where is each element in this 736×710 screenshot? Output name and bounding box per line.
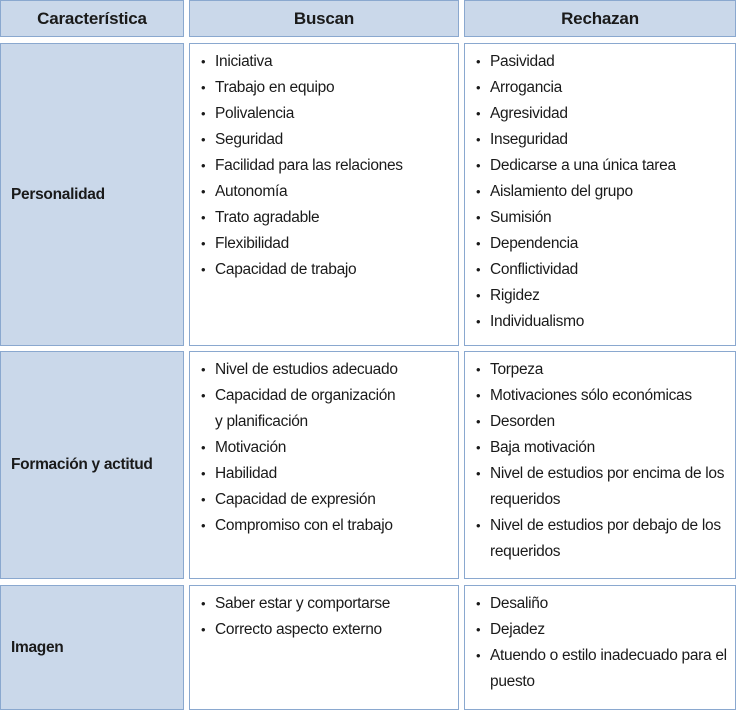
- bullet-icon: •: [476, 518, 481, 533]
- bullet-icon: •: [201, 362, 206, 377]
- list-item: • Flexibilidad: [190, 231, 458, 257]
- buscan-personalidad-list: [190, 44, 458, 283]
- buscan-formacion-list: [190, 352, 458, 539]
- rechazan-formacion-actitud: [464, 351, 736, 579]
- bullet-icon: •: [201, 158, 206, 173]
- list-item: • Inseguridad: [465, 127, 735, 153]
- bullet-icon: •: [476, 184, 481, 199]
- bullet-icon: •: [201, 492, 206, 507]
- list-item: • Correcto aspecto externo: [190, 617, 458, 643]
- bullet-icon: •: [201, 54, 206, 69]
- list-item: • Nivel de estudios por encima de los requeridos: [465, 461, 735, 513]
- bullet-icon: •: [201, 80, 206, 95]
- bullet-icon: •: [201, 388, 206, 403]
- list-item: • Facilidad para las relaciones: [190, 153, 458, 179]
- rechazan-personalidad-list: [465, 44, 735, 335]
- rechazan-personalidad: [464, 43, 736, 346]
- bullet-icon: •: [476, 54, 481, 69]
- list-item: • Polivalencia: [190, 101, 458, 127]
- bullet-icon: •: [201, 596, 206, 611]
- list-item: • Atuendo o estilo inadecuado para el puesto: [465, 643, 735, 695]
- header-buscan: Buscan: [189, 0, 459, 37]
- bullet-icon: •: [476, 414, 481, 429]
- list-item: • Desorden: [465, 409, 735, 435]
- bullet-icon: •: [201, 440, 206, 455]
- bullet-icon: •: [476, 596, 481, 611]
- list-item: • Desaliño: [465, 591, 735, 617]
- bullet-icon: •: [201, 518, 206, 533]
- bullet-icon: •: [476, 466, 481, 481]
- bullet-icon: •: [201, 132, 206, 147]
- list-item: • Pasividad: [465, 49, 735, 75]
- list-item: • Autonomía: [190, 179, 458, 205]
- list-item: • Agresividad: [465, 101, 735, 127]
- bullet-icon: •: [201, 622, 206, 637]
- list-item: • Conflictividad: [465, 257, 735, 283]
- rechazan-imagen: [464, 585, 736, 710]
- list-item: • Seguridad: [190, 127, 458, 153]
- bullet-icon: •: [476, 158, 481, 173]
- bullet-icon: •: [201, 106, 206, 121]
- buscan-personalidad: [189, 43, 459, 346]
- bullet-icon: •: [476, 236, 481, 251]
- header-rechazan: Rechazan: [464, 0, 736, 37]
- bullet-icon: •: [476, 440, 481, 455]
- bullet-icon: •: [476, 314, 481, 329]
- buscan-formacion-actitud: [189, 351, 459, 579]
- list-item: • Capacidad de trabajo: [190, 257, 458, 283]
- list-item: • Dedicarse a una única tarea: [465, 153, 735, 179]
- list-item: • Compromiso con el trabajo: [190, 513, 458, 539]
- row-label-formacion-actitud: Formación y actitud: [0, 351, 184, 579]
- rechazan-imagen-list: [465, 586, 735, 695]
- list-item: • Nivel de estudios por debajo de los requeridos: [465, 513, 735, 565]
- bullet-icon: •: [476, 288, 481, 303]
- list-item: • Dependencia: [465, 231, 735, 257]
- row-label-imagen: Imagen: [0, 585, 184, 710]
- list-item: • Individualismo: [465, 309, 735, 335]
- bullet-icon: •: [476, 648, 481, 663]
- list-item: • Sumisión: [465, 205, 735, 231]
- list-item: • Saber estar y comportarse: [190, 591, 458, 617]
- bullet-icon: •: [476, 622, 481, 637]
- list-item: • Trabajo en equipo: [190, 75, 458, 101]
- list-item: • Aislamiento del grupo: [465, 179, 735, 205]
- list-item: • Arrogancia: [465, 75, 735, 101]
- list-item: • Motivaciones sólo económicas: [465, 383, 735, 409]
- list-item: • Rigidez: [465, 283, 735, 309]
- bullet-icon: •: [476, 210, 481, 225]
- bullet-icon: •: [201, 262, 206, 277]
- bullet-icon: •: [476, 106, 481, 121]
- buscan-imagen-list: [190, 586, 458, 643]
- row-label-personalidad: Personalidad: [0, 43, 184, 346]
- list-item: • Habilidad: [190, 461, 458, 487]
- list-item: • Nivel de estudios adecuado: [190, 357, 458, 383]
- list-item: • Capacidad de expresión: [190, 487, 458, 513]
- list-item: • Motivación: [190, 435, 458, 461]
- bullet-icon: •: [476, 262, 481, 277]
- rechazan-formacion-list: [465, 352, 735, 565]
- bullet-icon: •: [476, 362, 481, 377]
- bullet-icon: •: [201, 236, 206, 251]
- bullet-icon: •: [201, 210, 206, 225]
- bullet-icon: •: [201, 466, 206, 481]
- bullet-icon: •: [476, 80, 481, 95]
- list-item: • Iniciativa: [190, 49, 458, 75]
- bullet-icon: •: [201, 184, 206, 199]
- list-item: • Capacidad de organización y planificación: [190, 383, 458, 435]
- bullet-icon: •: [476, 388, 481, 403]
- header-caracteristica: Característica: [0, 0, 184, 37]
- list-item: • Baja motivación: [465, 435, 735, 461]
- list-item: • Torpeza: [465, 357, 735, 383]
- list-item: • Dejadez: [465, 617, 735, 643]
- bullet-icon: •: [476, 132, 481, 147]
- list-item: • Trato agradable: [190, 205, 458, 231]
- buscan-imagen: [189, 585, 459, 710]
